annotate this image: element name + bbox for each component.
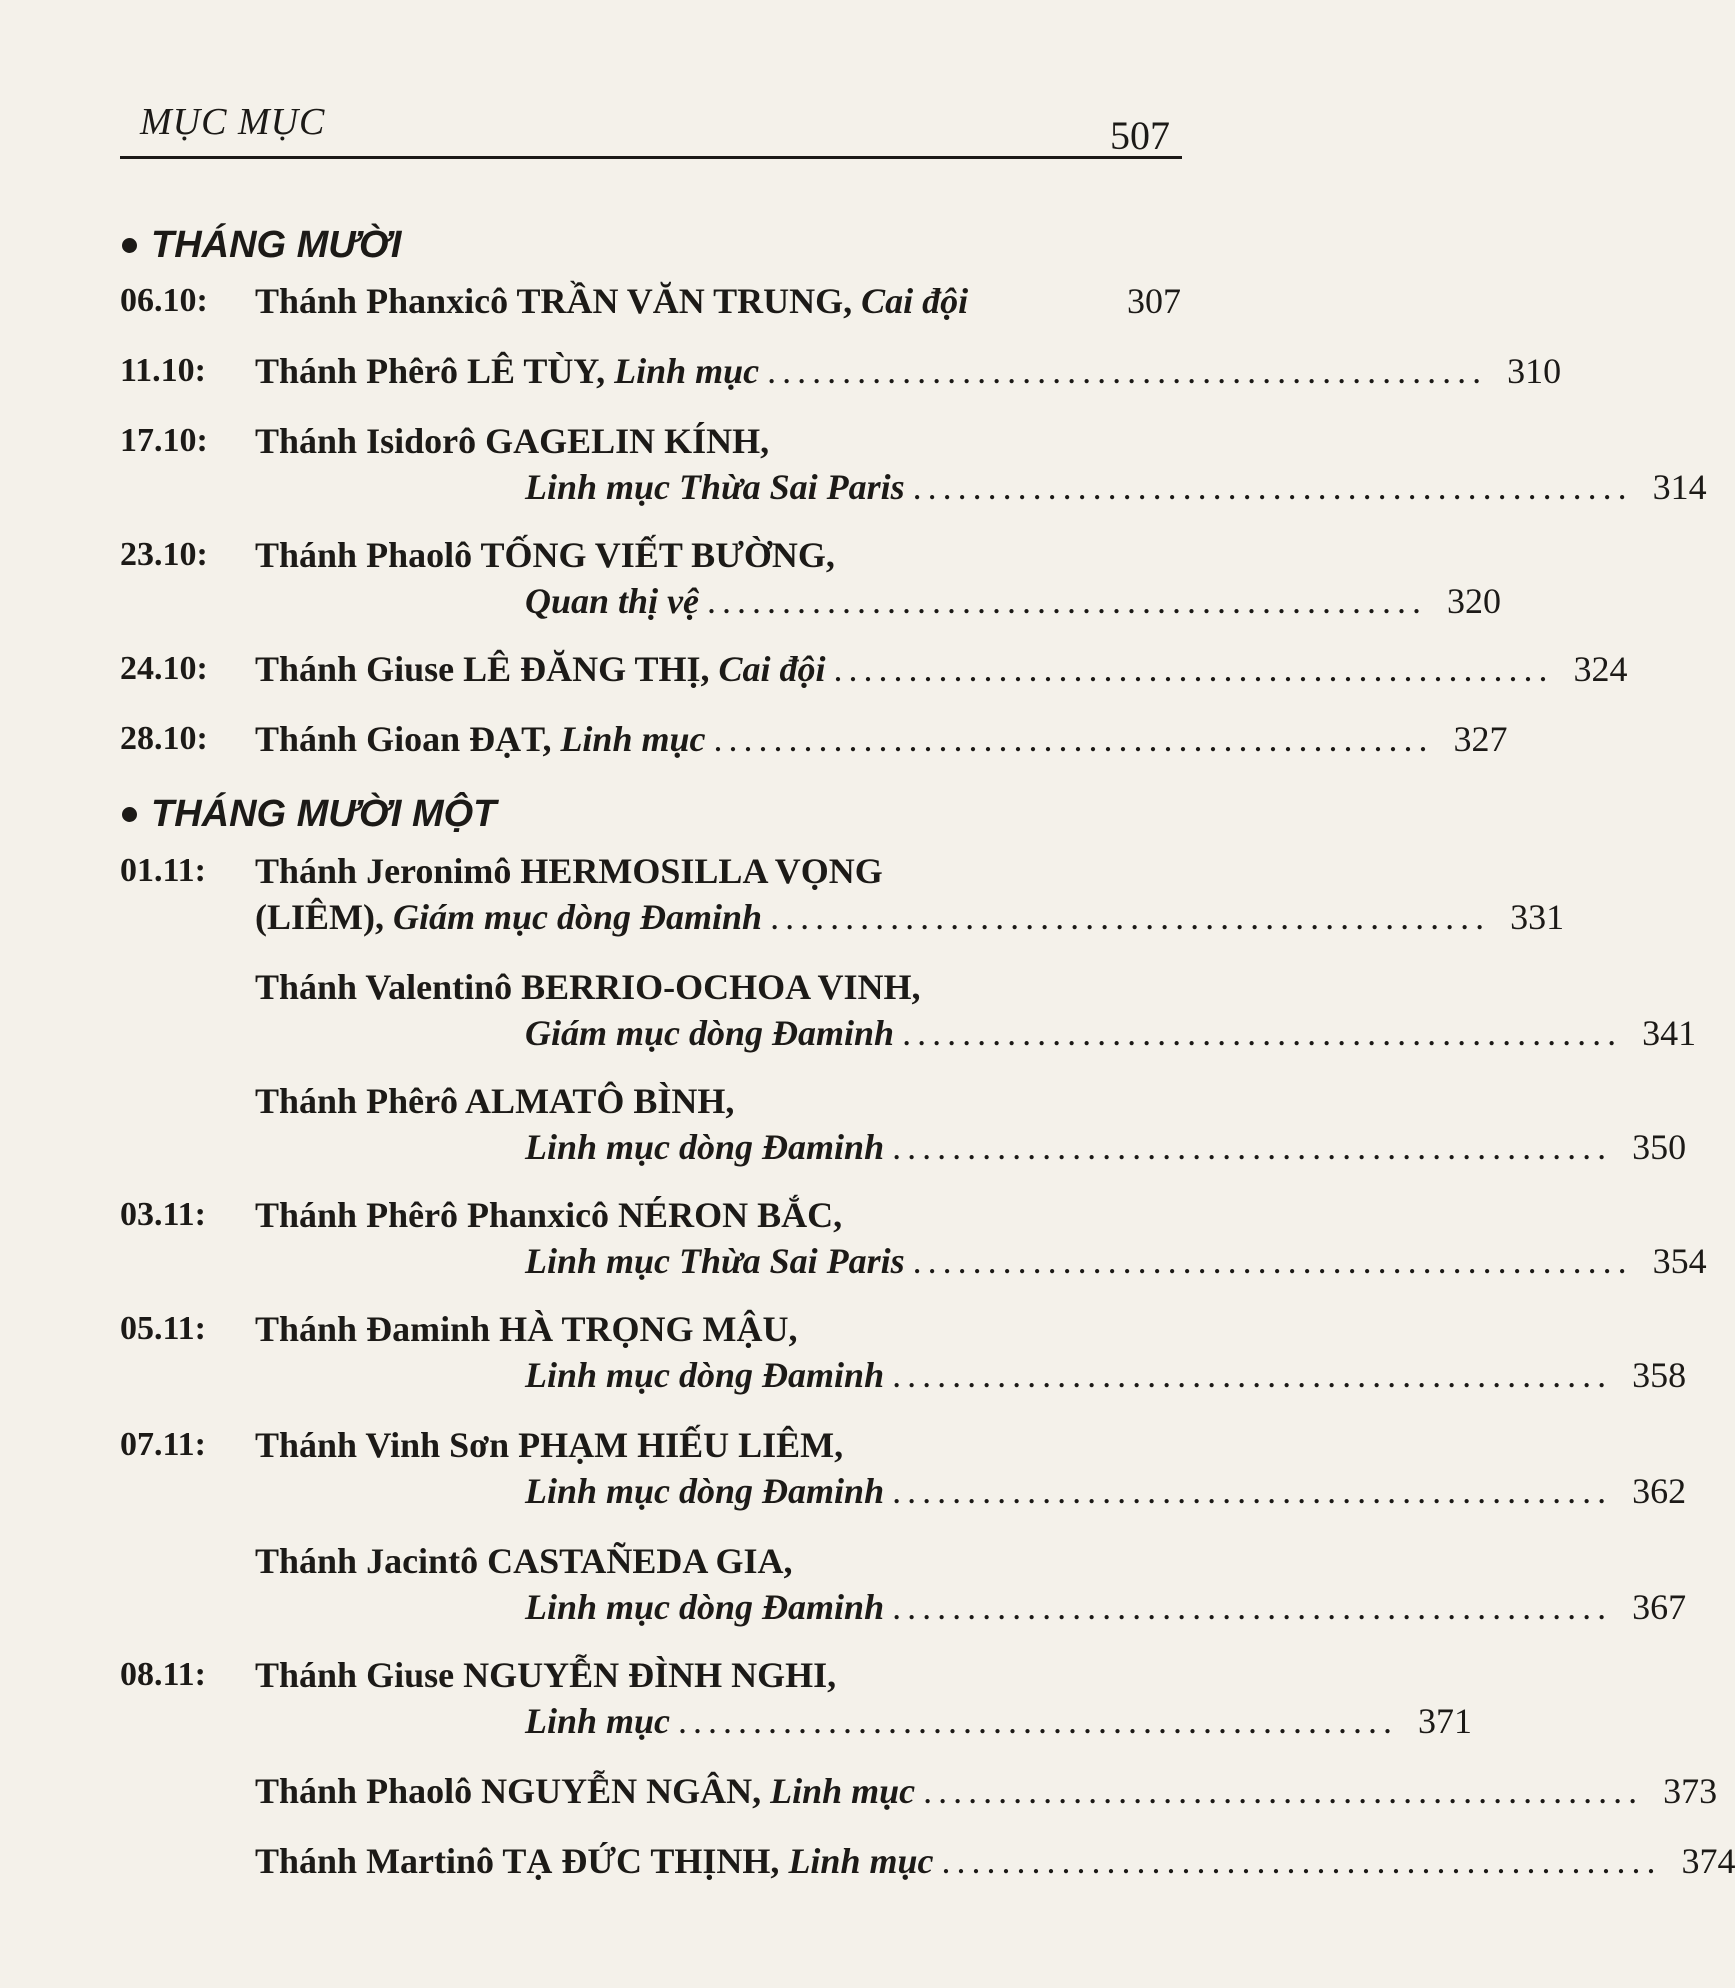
entry-name: Thánh Phêrô LÊ TÙY,	[255, 351, 606, 391]
entry-name: Thánh Phaolô TỐNG VIẾT BƯỜNG,	[255, 535, 835, 575]
toc-entry-line1	[255, 1080, 1181, 1126]
header-rule	[120, 156, 1182, 159]
entry-page: 320	[1447, 581, 1502, 621]
entry-role: Linh mục	[560, 719, 706, 759]
entry-role: Linh mục	[525, 1701, 671, 1741]
entry-page: 314	[1652, 467, 1707, 507]
entry-role: Linh mục	[614, 351, 760, 391]
entry-date: 11.10:	[120, 352, 206, 389]
entry-page: 341	[1642, 1013, 1697, 1053]
entry-name: Thánh Phanxicô TRẦN VĂN TRUNG,	[255, 281, 853, 321]
entry-role: Quan thị vệ	[525, 581, 700, 621]
entry-date: 24.10:	[120, 650, 208, 687]
bullet-icon	[122, 807, 137, 822]
entry-name: Thánh Martinô TẠ ĐỨC THỊNH,	[255, 1841, 780, 1881]
entry-name: Thánh Đaminh HÀ TRỌNG MẬU,	[255, 1309, 798, 1349]
entry-role: Linh mục Thừa Sai Paris	[525, 467, 905, 507]
toc-entry-line2	[255, 896, 1565, 942]
entry-name: Thánh Phêrô Phanxicô NÉRON BẮC,	[255, 1195, 843, 1235]
entry-name: Thánh Vinh Sơn PHẠM HIẾU LIÊM,	[255, 1425, 844, 1465]
entry-page: 358	[1632, 1355, 1687, 1395]
leader-dots: ................................................	[892, 1127, 1613, 1167]
entry-role: Linh mục dòng Đaminh	[525, 1127, 885, 1167]
toc-entry-line2	[525, 1126, 1687, 1172]
entry-date: 01.11:	[120, 852, 206, 889]
toc-entry-line1	[255, 420, 1181, 466]
entry-page: 331	[1510, 897, 1565, 937]
entry-page: 354	[1652, 1241, 1707, 1281]
entry-page: 373	[1663, 1771, 1718, 1811]
section-heading-november	[122, 793, 496, 836]
leader-dots: ................................................	[678, 1701, 1399, 1741]
entry-date: 03.11:	[120, 1196, 206, 1233]
entry-role: Linh mục dòng Đaminh	[525, 1355, 885, 1395]
entry-date: 23.10:	[120, 536, 208, 573]
entry-role: Giám mục dòng Đaminh	[393, 897, 763, 937]
toc-entry-line1	[255, 1424, 1181, 1470]
leader-dots: ................................................	[770, 897, 1491, 937]
toc-entry-line1	[255, 1540, 1181, 1586]
toc-entry-line2	[525, 1012, 1697, 1058]
entry-page: 350	[1632, 1127, 1687, 1167]
entry-role: Cai đội	[861, 281, 969, 321]
toc-entry-line2	[525, 1240, 1707, 1286]
entry-name: Thánh Jeronimô HERMOSILLA VỌNG	[255, 851, 883, 891]
entry-page: 307	[1127, 281, 1181, 321]
toc-entry	[255, 280, 1181, 326]
section-heading-text: THÁNG MƯỜI MỘT	[151, 793, 497, 835]
leader-dots: ................................................	[892, 1471, 1613, 1511]
entry-role: Cai đội	[718, 649, 826, 689]
entry-role: Linh mục	[770, 1771, 916, 1811]
section-heading-october	[122, 224, 401, 267]
leader-dots: ................................................	[892, 1355, 1613, 1395]
entry-date: 28.10:	[120, 720, 208, 757]
leader-dots: ................................................	[892, 1587, 1613, 1627]
entry-role: Linh mục dòng Đaminh	[525, 1587, 885, 1627]
toc-entry-line2	[525, 1354, 1687, 1400]
leader-dots: ................................................	[767, 351, 1488, 391]
toc-entry-line2	[525, 1586, 1687, 1632]
leader-dots: ................................................	[941, 1841, 1662, 1881]
toc-entry-line1	[255, 966, 1181, 1012]
toc-entry	[255, 1770, 1718, 1816]
leader-dots: ................................................	[912, 467, 1633, 507]
bullet-icon	[122, 238, 137, 253]
entry-date: 17.10:	[120, 422, 208, 459]
leader-dots: ................................................	[912, 1241, 1633, 1281]
toc-entry	[255, 648, 1628, 694]
entry-name: Thánh Giuse NGUYỄN ĐÌNH NGHI,	[255, 1655, 837, 1695]
entry-role: Linh mục	[788, 1841, 934, 1881]
entry-page: 327	[1453, 719, 1508, 759]
toc-entry-line1	[255, 850, 1181, 896]
entry-page: 374	[1681, 1841, 1735, 1881]
entry-role: Linh mục dòng Đaminh	[525, 1471, 885, 1511]
toc-entry	[255, 1840, 1735, 1886]
entry-date: 06.10:	[120, 282, 208, 319]
entry-page: 362	[1632, 1471, 1687, 1511]
toc-entry	[255, 718, 1508, 764]
entry-name-continued: (LIÊM),	[255, 897, 384, 937]
entry-page: 324	[1573, 649, 1628, 689]
toc-entry-line1	[255, 534, 1181, 580]
entry-name: Thánh Phaolô NGUYỄN NGÂN,	[255, 1771, 762, 1811]
entry-date: 05.11:	[120, 1310, 206, 1347]
entry-name: Thánh Isidorô GAGELIN KÍNH,	[255, 421, 770, 461]
toc-entry	[255, 350, 1562, 396]
page-number: 507	[1110, 113, 1170, 158]
entry-date: 08.11:	[120, 1656, 206, 1693]
section-heading-text: THÁNG MƯỜI	[151, 224, 402, 266]
toc-entry-line2	[525, 1470, 1687, 1516]
leader-dots: ................................................	[902, 1013, 1623, 1053]
running-header-title: MỤC MỤC	[140, 101, 326, 143]
entry-page: 310	[1507, 351, 1562, 391]
entry-name: Thánh Gioan ĐẠT,	[255, 719, 552, 759]
leader-dots: ................................................	[833, 649, 1554, 689]
leader-dots: ................................................	[713, 719, 1434, 759]
entry-name: Thánh Phêrô ALMATÔ BÌNH,	[255, 1081, 735, 1121]
toc-entry-line2	[525, 1700, 1473, 1746]
entry-date: 07.11:	[120, 1426, 206, 1463]
leader-dots: ................................................	[923, 1771, 1644, 1811]
entry-role: Linh mục Thừa Sai Paris	[525, 1241, 905, 1281]
toc-entry-line1	[255, 1194, 1181, 1240]
leader-dots: ................................................	[707, 581, 1428, 621]
toc-entry-line1	[255, 1308, 1181, 1354]
entry-page: 367	[1632, 1587, 1687, 1627]
entry-name: Thánh Jacintô CASTAÑEDA GIA,	[255, 1541, 793, 1581]
toc-entry-line2	[525, 580, 1502, 626]
entry-page: 371	[1418, 1701, 1473, 1741]
toc-entry-line1	[255, 1654, 1181, 1700]
entry-role: Giám mục dòng Đaminh	[525, 1013, 895, 1053]
toc-entry-line2	[525, 466, 1707, 512]
entry-name: Thánh Valentinô BERRIO-OCHOA VINH,	[255, 967, 921, 1007]
entry-name: Thánh Giuse LÊ ĐĂNG THỊ,	[255, 649, 710, 689]
